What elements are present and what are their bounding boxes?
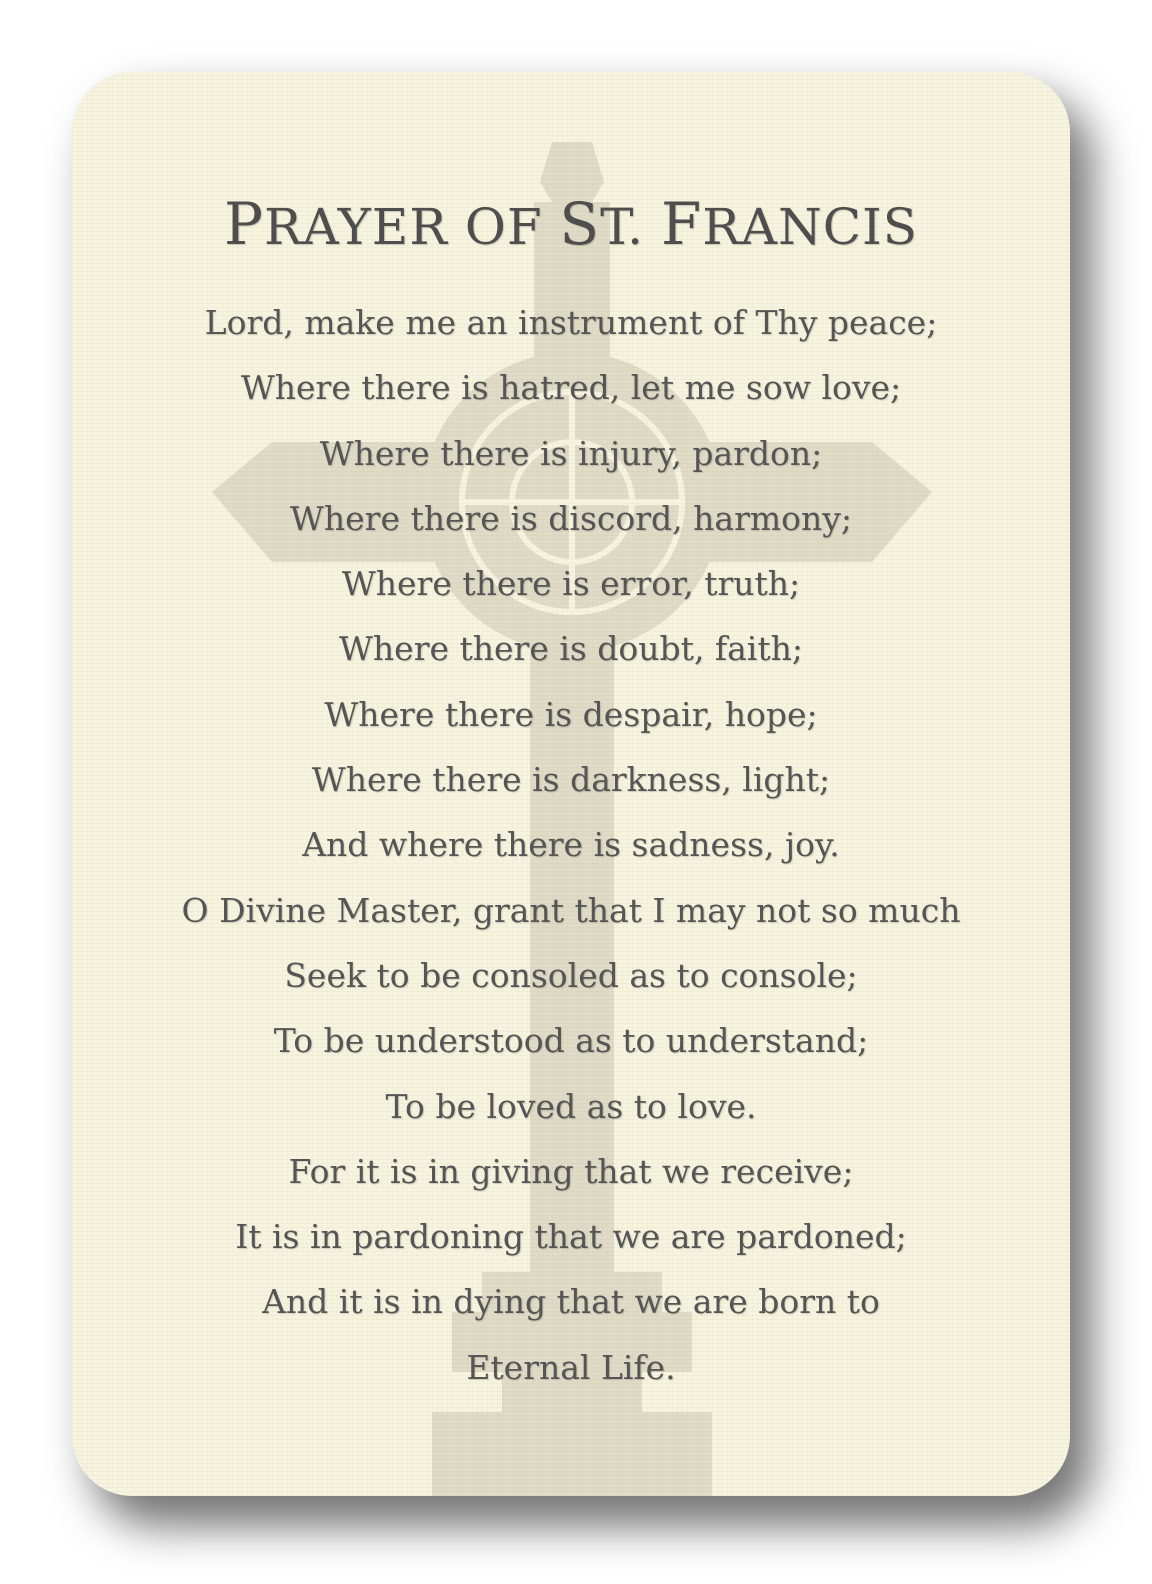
prayer-line: Where there is injury, pardon; [319,433,823,473]
prayer-line: And it is in dying that we are born to [262,1282,880,1322]
prayer-line: Where there is error, truth; [341,564,801,604]
prayer-lines [72,290,1070,1400]
prayer-line: Where there is despair, hope; [324,694,818,734]
prayer-card [72,72,1070,1496]
prayer-line: To be understood as to understand; [273,1021,869,1061]
prayer-line: Where there is hatred, let me sow love; [240,368,902,408]
prayer-line: It is in pardoning that we are pardoned; [235,1217,907,1257]
prayer-line: Where there is darkness, light; [311,760,831,800]
prayer-line: To be loved as to love. [385,1086,757,1126]
prayer-line: For it is in giving that we receive; [288,1151,854,1191]
prayer-content [72,72,1070,1496]
prayer-line: Eternal Life. [466,1347,676,1387]
prayer-line: O Divine Master, grant that I may not so much [181,890,961,930]
page-title: PRAYER OF ST. FRANCIS [223,190,919,258]
prayer-line: Seek to be consoled as to console; [284,955,858,995]
prayer-line: And where there is sadness, joy. [302,825,840,865]
prayer-line: Where there is discord, harmony; [289,498,853,538]
prayer-line: Where there is doubt, faith; [339,629,803,669]
prayer-line: Lord, make me an instrument of Thy peace; [204,303,938,342]
